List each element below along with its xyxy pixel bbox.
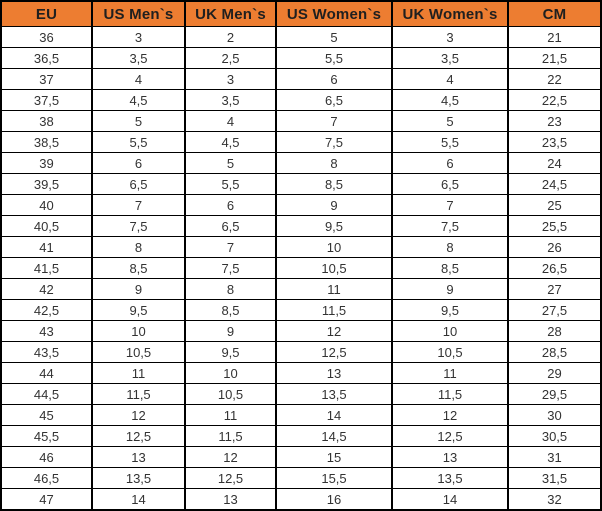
table-row bbox=[1, 69, 601, 90]
size-cell-eu: 40,5 bbox=[1, 216, 92, 237]
size-cell-cm: 25 bbox=[508, 195, 601, 216]
size-cell-cm: 28,5 bbox=[508, 342, 601, 363]
size-cell-us-women-s: 11,5 bbox=[276, 300, 392, 321]
size-cell-eu: 45 bbox=[1, 405, 92, 426]
size-cell-us-men-s: 5 bbox=[92, 111, 185, 132]
table-row bbox=[1, 27, 601, 48]
size-cell-cm: 21,5 bbox=[508, 48, 601, 69]
size-cell-uk-men-s: 6 bbox=[185, 195, 276, 216]
size-cell-eu: 37 bbox=[1, 69, 92, 90]
table-row bbox=[1, 405, 601, 426]
size-cell-uk-women-s: 4 bbox=[392, 69, 508, 90]
size-cell-uk-men-s: 7,5 bbox=[185, 258, 276, 279]
size-cell-cm: 25,5 bbox=[508, 216, 601, 237]
size-cell-us-men-s: 12 bbox=[92, 405, 185, 426]
size-cell-us-men-s: 4,5 bbox=[92, 90, 185, 111]
size-cell-uk-men-s: 12 bbox=[185, 447, 276, 468]
size-cell-uk-men-s: 11 bbox=[185, 405, 276, 426]
size-cell-eu: 42 bbox=[1, 279, 92, 300]
size-cell-eu: 44,5 bbox=[1, 384, 92, 405]
size-cell-eu: 40 bbox=[1, 195, 92, 216]
size-cell-us-men-s: 3,5 bbox=[92, 48, 185, 69]
size-cell-uk-women-s: 4,5 bbox=[392, 90, 508, 111]
size-cell-cm: 23,5 bbox=[508, 132, 601, 153]
size-cell-uk-men-s: 4,5 bbox=[185, 132, 276, 153]
table-row bbox=[1, 258, 601, 279]
size-cell-us-women-s: 6,5 bbox=[276, 90, 392, 111]
table-row bbox=[1, 447, 601, 468]
table-row bbox=[1, 342, 601, 363]
size-cell-us-men-s: 9 bbox=[92, 279, 185, 300]
size-cell-us-men-s: 4 bbox=[92, 69, 185, 90]
size-cell-uk-women-s: 14 bbox=[392, 489, 508, 511]
size-cell-us-men-s: 11 bbox=[92, 363, 185, 384]
size-cell-eu: 46,5 bbox=[1, 468, 92, 489]
size-cell-eu: 38,5 bbox=[1, 132, 92, 153]
size-cell-uk-men-s: 9 bbox=[185, 321, 276, 342]
size-cell-eu: 47 bbox=[1, 489, 92, 511]
size-cell-eu: 39 bbox=[1, 153, 92, 174]
size-cell-uk-men-s: 5,5 bbox=[185, 174, 276, 195]
size-cell-us-women-s: 11 bbox=[276, 279, 392, 300]
size-cell-us-women-s: 12 bbox=[276, 321, 392, 342]
size-cell-eu: 36,5 bbox=[1, 48, 92, 69]
table-header-row bbox=[1, 1, 601, 27]
size-cell-us-men-s: 8 bbox=[92, 237, 185, 258]
size-cell-cm: 22,5 bbox=[508, 90, 601, 111]
size-cell-us-men-s: 8,5 bbox=[92, 258, 185, 279]
size-cell-uk-women-s: 6,5 bbox=[392, 174, 508, 195]
size-cell-uk-men-s: 3,5 bbox=[185, 90, 276, 111]
size-cell-uk-men-s: 3 bbox=[185, 69, 276, 90]
size-cell-eu: 43 bbox=[1, 321, 92, 342]
size-cell-eu: 44 bbox=[1, 363, 92, 384]
size-cell-us-women-s: 7 bbox=[276, 111, 392, 132]
table-row bbox=[1, 174, 601, 195]
table-row bbox=[1, 384, 601, 405]
size-cell-cm: 27 bbox=[508, 279, 601, 300]
size-cell-us-men-s: 11,5 bbox=[92, 384, 185, 405]
size-cell-us-women-s: 13 bbox=[276, 363, 392, 384]
size-cell-cm: 29,5 bbox=[508, 384, 601, 405]
size-cell-uk-women-s: 10 bbox=[392, 321, 508, 342]
size-cell-us-women-s: 6 bbox=[276, 69, 392, 90]
table-body bbox=[1, 27, 601, 511]
size-cell-uk-women-s: 9,5 bbox=[392, 300, 508, 321]
size-cell-us-men-s: 13,5 bbox=[92, 468, 185, 489]
size-cell-uk-women-s: 6 bbox=[392, 153, 508, 174]
size-cell-uk-men-s: 8,5 bbox=[185, 300, 276, 321]
size-cell-uk-men-s: 7 bbox=[185, 237, 276, 258]
table-row bbox=[1, 300, 601, 321]
size-cell-eu: 42,5 bbox=[1, 300, 92, 321]
size-cell-cm: 23 bbox=[508, 111, 601, 132]
size-cell-cm: 22 bbox=[508, 69, 601, 90]
size-cell-uk-women-s: 9 bbox=[392, 279, 508, 300]
size-cell-us-women-s: 14 bbox=[276, 405, 392, 426]
size-cell-cm: 24,5 bbox=[508, 174, 601, 195]
table-row bbox=[1, 321, 601, 342]
size-cell-cm: 32 bbox=[508, 489, 601, 511]
size-cell-eu: 39,5 bbox=[1, 174, 92, 195]
column-header-uk-women-s: UK Women`s bbox=[392, 1, 508, 27]
size-cell-uk-women-s: 12,5 bbox=[392, 426, 508, 447]
size-cell-cm: 28 bbox=[508, 321, 601, 342]
size-cell-us-men-s: 5,5 bbox=[92, 132, 185, 153]
size-cell-eu: 36 bbox=[1, 27, 92, 48]
size-cell-uk-women-s: 3,5 bbox=[392, 48, 508, 69]
size-cell-uk-women-s: 13,5 bbox=[392, 468, 508, 489]
size-cell-uk-women-s: 13 bbox=[392, 447, 508, 468]
size-cell-uk-women-s: 5,5 bbox=[392, 132, 508, 153]
column-header-uk-men-s: UK Men`s bbox=[185, 1, 276, 27]
table-row bbox=[1, 237, 601, 258]
size-cell-us-women-s: 9 bbox=[276, 195, 392, 216]
size-cell-eu: 43,5 bbox=[1, 342, 92, 363]
table-row bbox=[1, 489, 601, 511]
table-row bbox=[1, 279, 601, 300]
size-cell-us-men-s: 9,5 bbox=[92, 300, 185, 321]
size-cell-cm: 27,5 bbox=[508, 300, 601, 321]
size-cell-us-men-s: 7 bbox=[92, 195, 185, 216]
column-header-us-women-s: US Women`s bbox=[276, 1, 392, 27]
size-cell-us-men-s: 6,5 bbox=[92, 174, 185, 195]
size-cell-uk-men-s: 11,5 bbox=[185, 426, 276, 447]
size-cell-uk-women-s: 12 bbox=[392, 405, 508, 426]
size-cell-us-women-s: 5 bbox=[276, 27, 392, 48]
size-cell-us-women-s: 5,5 bbox=[276, 48, 392, 69]
size-cell-us-women-s: 7,5 bbox=[276, 132, 392, 153]
size-cell-cm: 21 bbox=[508, 27, 601, 48]
table-row bbox=[1, 468, 601, 489]
size-cell-uk-men-s: 12,5 bbox=[185, 468, 276, 489]
size-cell-cm: 29 bbox=[508, 363, 601, 384]
size-cell-us-women-s: 12,5 bbox=[276, 342, 392, 363]
size-cell-cm: 31,5 bbox=[508, 468, 601, 489]
size-cell-uk-women-s: 7,5 bbox=[392, 216, 508, 237]
size-cell-uk-men-s: 6,5 bbox=[185, 216, 276, 237]
size-cell-eu: 45,5 bbox=[1, 426, 92, 447]
size-cell-eu: 41,5 bbox=[1, 258, 92, 279]
size-cell-us-women-s: 13,5 bbox=[276, 384, 392, 405]
size-cell-us-men-s: 10 bbox=[92, 321, 185, 342]
size-cell-uk-women-s: 11,5 bbox=[392, 384, 508, 405]
size-cell-uk-men-s: 4 bbox=[185, 111, 276, 132]
size-cell-uk-men-s: 2 bbox=[185, 27, 276, 48]
size-cell-us-men-s: 14 bbox=[92, 489, 185, 511]
table-row bbox=[1, 426, 601, 447]
column-header-us-men-s: US Men`s bbox=[92, 1, 185, 27]
size-cell-us-men-s: 13 bbox=[92, 447, 185, 468]
table-row bbox=[1, 48, 601, 69]
table-row bbox=[1, 153, 601, 174]
size-cell-eu: 41 bbox=[1, 237, 92, 258]
size-cell-us-women-s: 10 bbox=[276, 237, 392, 258]
size-cell-uk-men-s: 2,5 bbox=[185, 48, 276, 69]
size-cell-uk-men-s: 10,5 bbox=[185, 384, 276, 405]
size-cell-uk-men-s: 9,5 bbox=[185, 342, 276, 363]
size-cell-uk-women-s: 10,5 bbox=[392, 342, 508, 363]
table-row bbox=[1, 132, 601, 153]
size-cell-uk-men-s: 5 bbox=[185, 153, 276, 174]
table-row bbox=[1, 195, 601, 216]
size-cell-cm: 31 bbox=[508, 447, 601, 468]
size-cell-us-women-s: 8 bbox=[276, 153, 392, 174]
size-cell-us-women-s: 10,5 bbox=[276, 258, 392, 279]
column-header-eu: EU bbox=[1, 1, 92, 27]
size-cell-uk-men-s: 8 bbox=[185, 279, 276, 300]
column-header-cm: CM bbox=[508, 1, 601, 27]
size-cell-uk-women-s: 7 bbox=[392, 195, 508, 216]
table-row bbox=[1, 111, 601, 132]
size-cell-us-men-s: 6 bbox=[92, 153, 185, 174]
size-cell-eu: 46 bbox=[1, 447, 92, 468]
size-cell-us-men-s: 3 bbox=[92, 27, 185, 48]
size-cell-us-men-s: 10,5 bbox=[92, 342, 185, 363]
size-cell-cm: 26,5 bbox=[508, 258, 601, 279]
size-cell-uk-women-s: 11 bbox=[392, 363, 508, 384]
size-cell-us-women-s: 9,5 bbox=[276, 216, 392, 237]
size-cell-uk-women-s: 3 bbox=[392, 27, 508, 48]
size-cell-uk-women-s: 5 bbox=[392, 111, 508, 132]
size-cell-us-women-s: 16 bbox=[276, 489, 392, 511]
size-cell-uk-men-s: 10 bbox=[185, 363, 276, 384]
size-cell-us-women-s: 14,5 bbox=[276, 426, 392, 447]
size-cell-us-women-s: 15 bbox=[276, 447, 392, 468]
header-row bbox=[1, 1, 601, 27]
size-cell-us-men-s: 7,5 bbox=[92, 216, 185, 237]
size-cell-us-men-s: 12,5 bbox=[92, 426, 185, 447]
size-cell-cm: 30,5 bbox=[508, 426, 601, 447]
size-cell-cm: 26 bbox=[508, 237, 601, 258]
size-cell-uk-women-s: 8 bbox=[392, 237, 508, 258]
table-row bbox=[1, 363, 601, 384]
table-row bbox=[1, 216, 601, 237]
size-cell-eu: 38 bbox=[1, 111, 92, 132]
size-cell-uk-men-s: 13 bbox=[185, 489, 276, 511]
size-cell-uk-women-s: 8,5 bbox=[392, 258, 508, 279]
size-cell-eu: 37,5 bbox=[1, 90, 92, 111]
size-cell-cm: 24 bbox=[508, 153, 601, 174]
size-cell-us-women-s: 15,5 bbox=[276, 468, 392, 489]
table-row bbox=[1, 90, 601, 111]
size-cell-us-women-s: 8,5 bbox=[276, 174, 392, 195]
size-cell-cm: 30 bbox=[508, 405, 601, 426]
